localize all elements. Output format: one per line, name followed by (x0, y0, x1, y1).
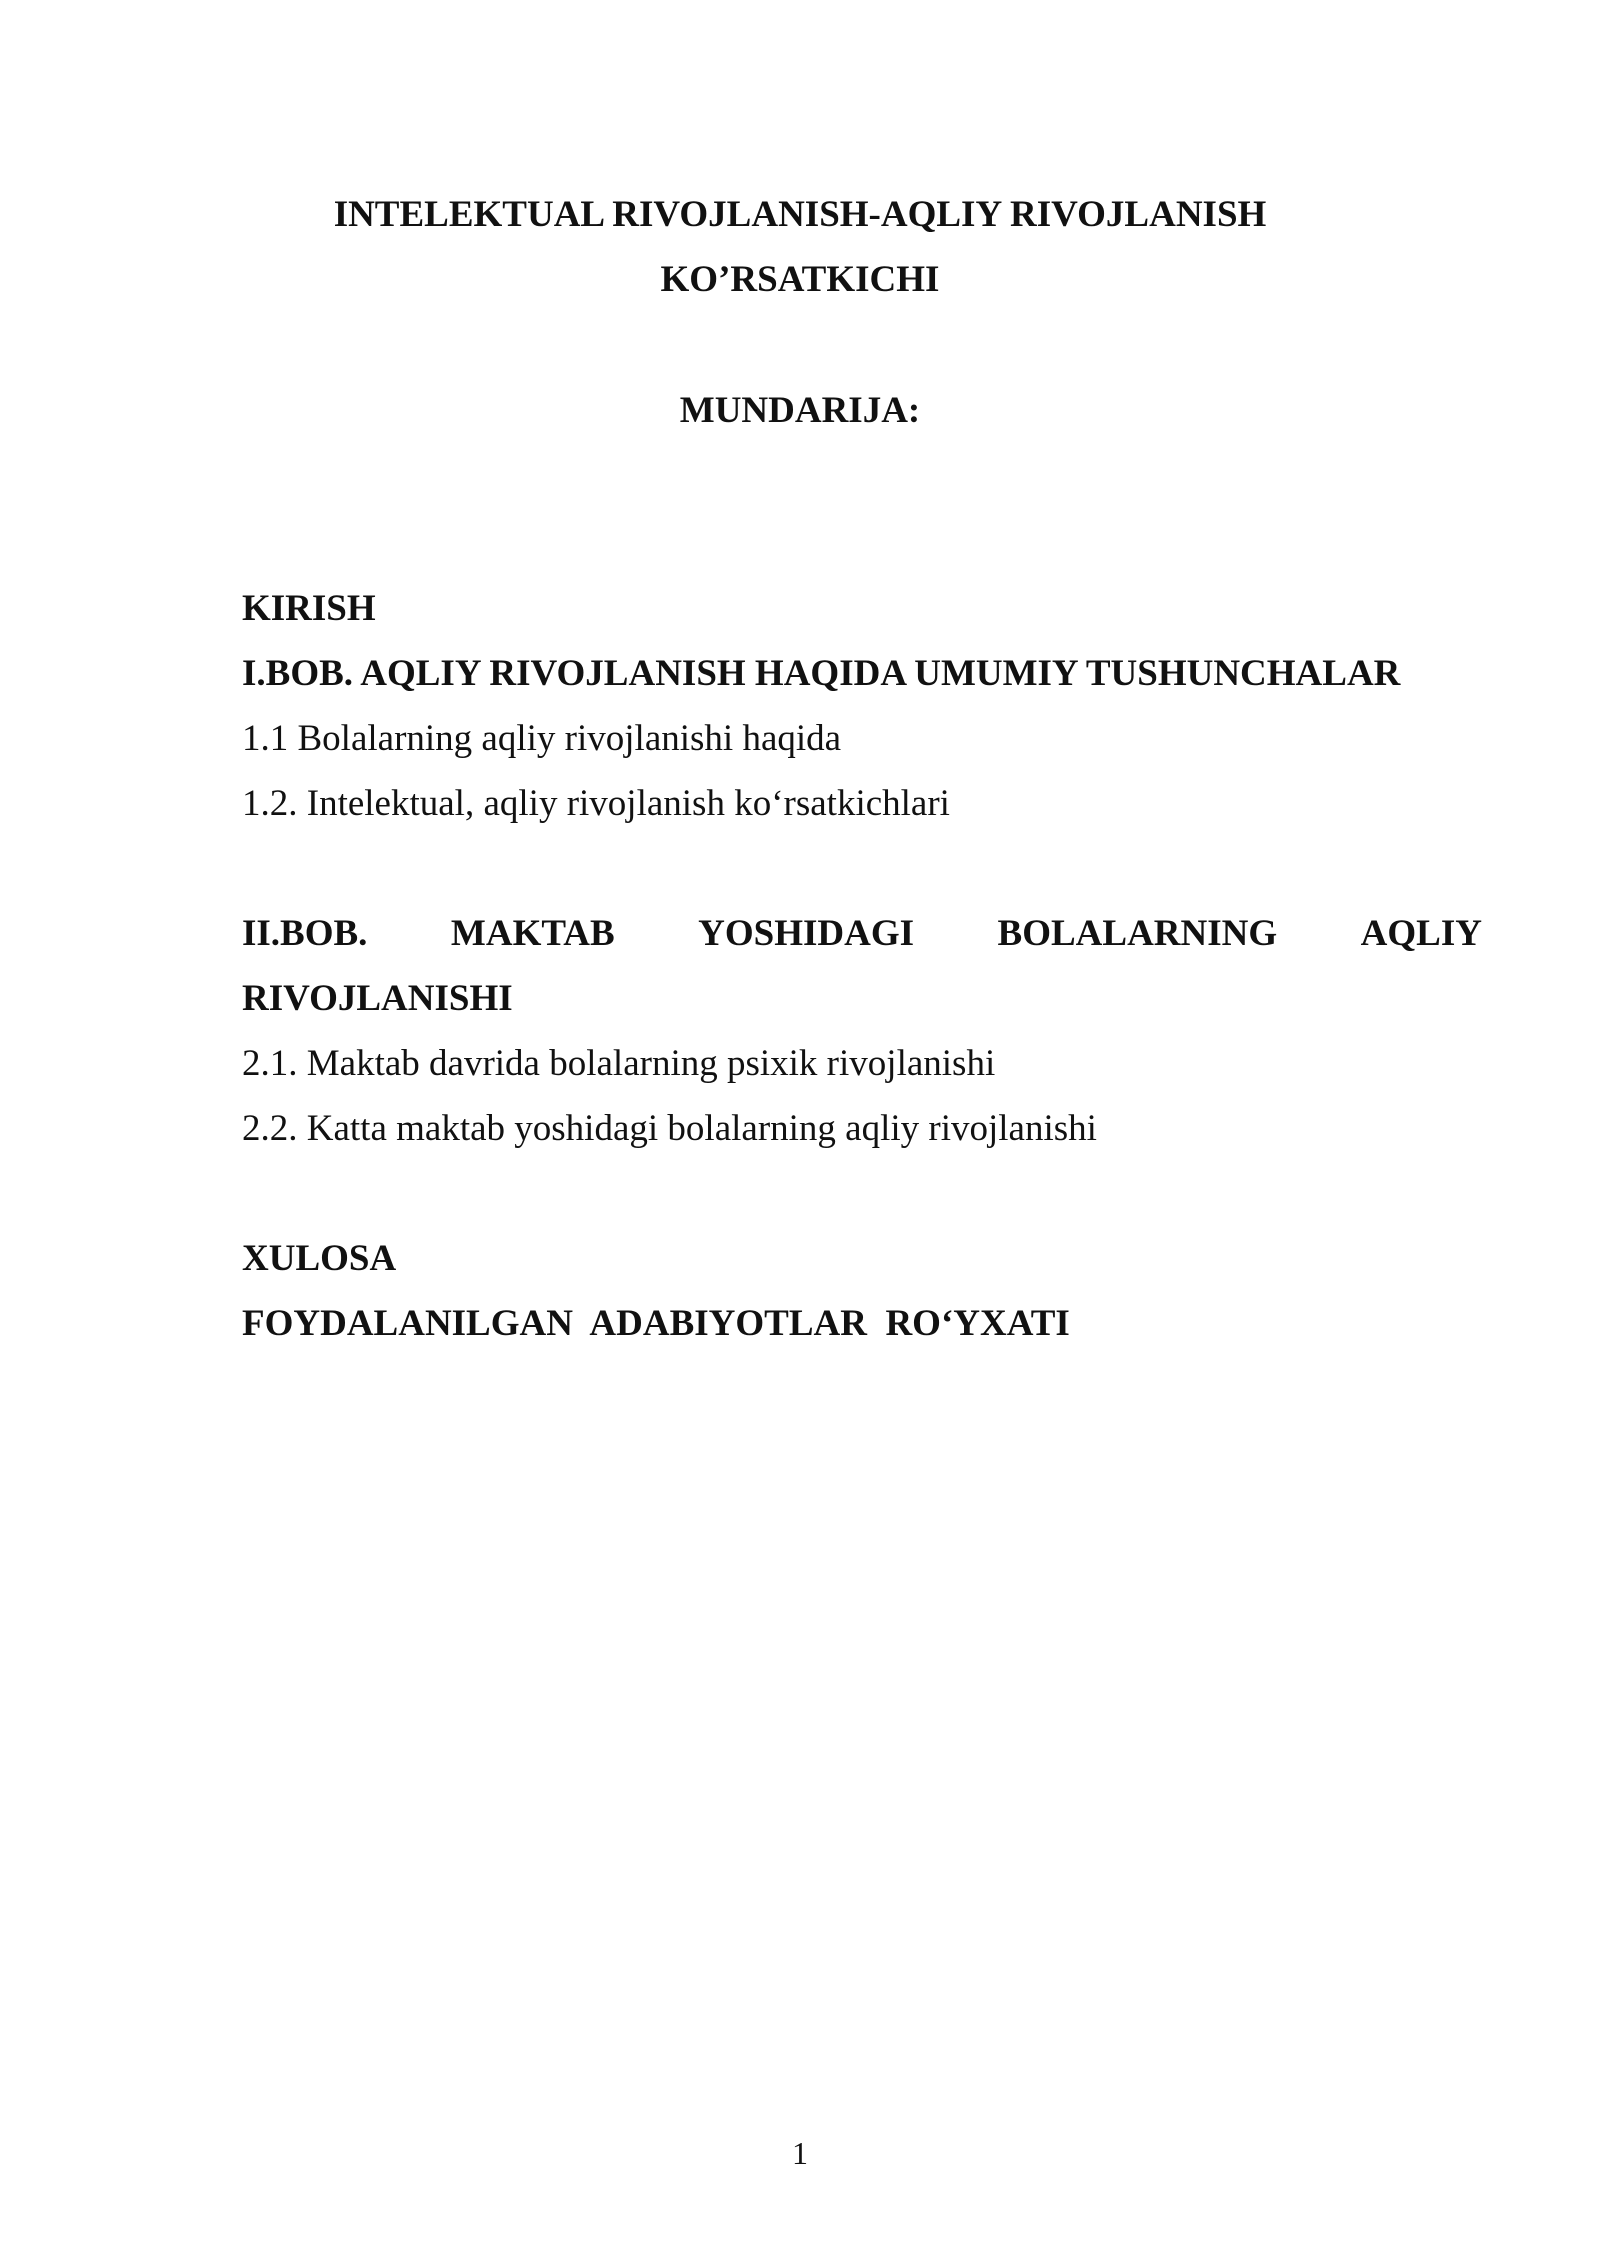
toc-chapter-2-word: II.BOB. (242, 913, 368, 954)
toc-chapter-2-word: MAKTAB (450, 913, 615, 954)
toc-section-2-1: 2.1. Maktab davrida bolalarning psixik rivojlanishi (242, 1043, 996, 1084)
toc-chapter-2-word: YOSHIDAGI (698, 913, 915, 954)
toc-chapter-1: I.BOB. AQLIY RIVOJLANISH HAQIDA UMUMIY TUSHUNCHALAR (242, 653, 1401, 694)
page-number: 1 (792, 2135, 808, 2171)
toc-chapter-2-word: AQLIY (1360, 913, 1482, 954)
document-title-line-2: KO’RSATKICHI (660, 259, 940, 300)
toc-chapter-2-word: BOLALARNING (997, 913, 1278, 954)
toc-section-1-2: 1.2. Intelektual, aqliy rivojlanish ko‘rsatkichlari (242, 783, 950, 824)
toc-chapter-2-line-2: RIVOJLANISHI (242, 978, 513, 1019)
document-title-line-1: INTELEKTUAL RIVOJLANISH-AQLIY RIVOJLANISH (333, 194, 1267, 235)
toc-chapter-2-line-1 (242, 912, 1482, 956)
toc-conclusion: XULOSA (242, 1238, 397, 1279)
toc-section-1-1: 1.1 Bolalarning aqliy rivojlanishi haqida (242, 718, 842, 759)
toc-references: FOYDALANILGAN ADABIYOTLAR RO‘YXATI (242, 1303, 1070, 1344)
contents-heading: MUNDARIJA: (679, 390, 921, 431)
toc-intro: KIRISH (242, 588, 376, 629)
toc-section-2-2: 2.2. Katta maktab yoshidagi bolalarning aqliy rivojlanishi (242, 1108, 1097, 1149)
